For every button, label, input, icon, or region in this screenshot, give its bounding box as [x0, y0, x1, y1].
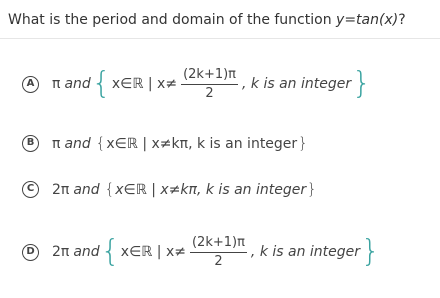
option-a[interactable]	[8, 68, 436, 100]
option-c-close-brace: }	[307, 180, 317, 198]
option-d-open-brace: {	[100, 234, 120, 269]
option-b-and: and	[64, 135, 91, 152]
question-mark: ?	[398, 12, 406, 28]
option-a-tail: , k is an integer	[242, 76, 352, 92]
option-d-denominator: 2	[214, 254, 223, 269]
question-function: y=tan(x)	[336, 12, 399, 28]
option-b-set-body: x∈ℝ | x≠kπ, k is an integer	[106, 135, 298, 152]
option-d-and: and	[73, 244, 100, 260]
option-d-fraction	[190, 236, 247, 268]
option-c-and: and	[73, 181, 100, 198]
option-c-open-brace: {	[104, 180, 115, 198]
option-a-and: and	[64, 76, 91, 92]
question-text	[8, 12, 406, 28]
divider	[0, 38, 440, 39]
option-c[interactable]	[8, 181, 436, 198]
option-b-open-brace: {	[95, 134, 106, 152]
option-a-numerator: (2k+1)π	[181, 68, 238, 85]
option-a-open-brace: {	[91, 66, 111, 101]
option-d-close-brace: }	[361, 234, 381, 269]
option-d-period: 2π	[52, 244, 70, 260]
option-a-set-head: x∈ℝ | x≠	[111, 76, 178, 92]
question-prefix: What is the period and domain of the function	[8, 12, 337, 28]
option-d-tail: , k is an integer	[250, 244, 361, 260]
option-c-period: 2π	[52, 181, 70, 198]
option-a-close-brace: }	[352, 66, 372, 101]
option-a-badge[interactable]: A	[22, 76, 39, 93]
option-d-badge[interactable]: D	[22, 244, 39, 261]
option-b-close-brace: }	[298, 134, 308, 152]
option-b-period: π	[52, 135, 61, 152]
option-d-numerator: (2k+1)π	[190, 236, 247, 253]
option-a-denominator: 2	[205, 86, 214, 101]
option-c-set-body: x∈ℝ | x≠kπ, k is an integer	[115, 181, 307, 198]
option-b[interactable]	[8, 135, 436, 152]
option-a-period: π	[52, 76, 61, 92]
option-a-fraction	[181, 68, 238, 100]
option-d[interactable]	[8, 236, 436, 268]
option-d-set-head: x∈ℝ | x≠	[120, 244, 186, 260]
option-c-badge[interactable]: C	[22, 181, 39, 198]
option-b-badge[interactable]: B	[22, 135, 39, 152]
